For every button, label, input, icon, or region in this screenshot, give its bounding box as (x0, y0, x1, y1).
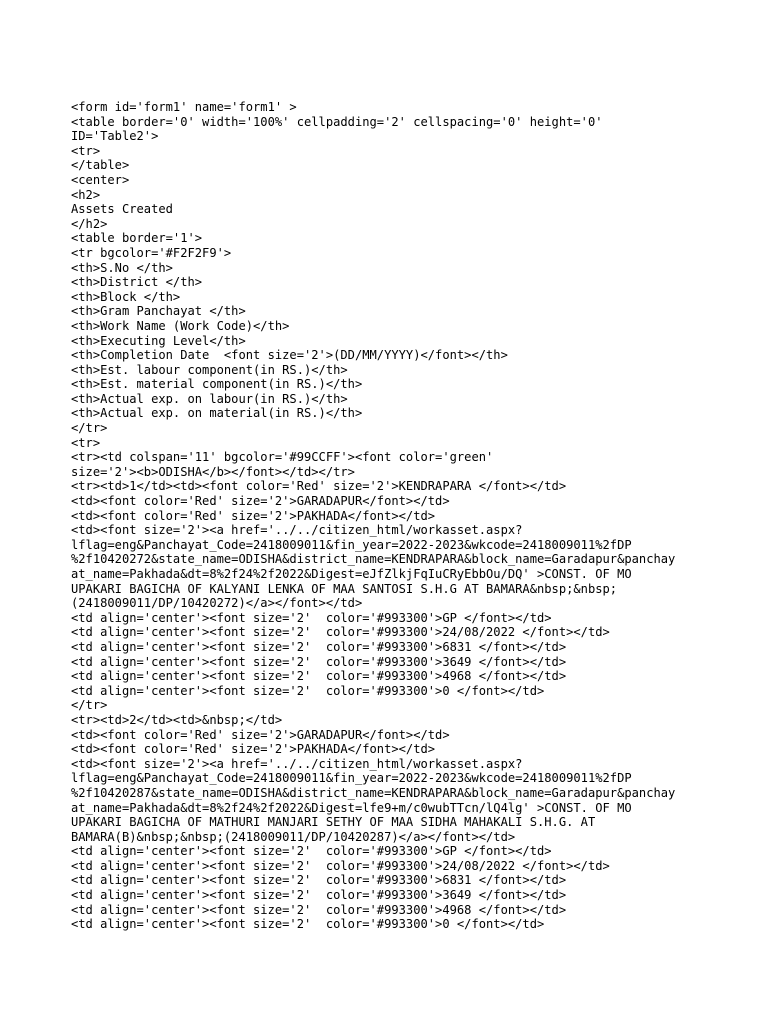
code-line: </table> (71, 158, 130, 173)
code-line: <tr><td colspan='11' bgcolor='#99CCFF'><font color='green' (71, 450, 494, 465)
code-line: </tr> (71, 698, 108, 713)
code-line: <table border='1'> (71, 231, 203, 246)
code-line: <td align='center'><font size='2' color='#993300'>24/08/2022 </font></td> (71, 625, 610, 640)
code-line: <th>District </th> (71, 275, 203, 290)
code-line: <td><font color='Red' size='2'>GARADAPUR</font></td> (71, 494, 450, 509)
code-line: <td align='center'><font size='2' color='#993300'>4968 </font></td> (71, 902, 567, 917)
code-line: <td align='center'><font size='2' color='#993300'>3649 </font></td> (71, 888, 567, 903)
code-line: <th>Actual exp. on labour(in RS.)</th> (71, 391, 348, 406)
code-line: %2f10420287&state_name=ODISHA&district_name=KENDRAPARA&block_name=Garadapur&panchay (71, 785, 676, 800)
code-line: lflag=eng&Panchayat_Code=2418009011&fin_year=2022-2023&wkcode=2418009011%2fDP (71, 537, 632, 552)
code-line: Assets Created (71, 202, 173, 217)
code-line: <td align='center'><font size='2' color='#993300'>6831 </font></td> (71, 639, 567, 654)
code-line: <th>Actual exp. on material(in RS.)</th> (71, 406, 363, 421)
code-line: <td align='center'><font size='2' color='#993300'>4968 </font></td> (71, 669, 567, 684)
code-line: <td align='center'><font size='2' color='#993300'>6831 </font></td> (71, 873, 567, 888)
code-line: <tr><td>1</td><td><font color='Red' size='2'>KENDRAPARA </font></td> (71, 479, 567, 494)
code-line: <td><font size='2'><a href='../../citizen_html/workasset.aspx? (71, 523, 523, 538)
code-line: <th>Work Name (Work Code)</th> (71, 318, 290, 333)
code-line: (2418009011/DP/10420272)</a></font></td> (71, 596, 363, 611)
code-line: lflag=eng&Panchayat_Code=2418009011&fin_year=2022-2023&wkcode=2418009011%2fDP (71, 771, 632, 786)
code-line: <td align='center'><font size='2' color='#993300'>3649 </font></td> (71, 654, 567, 669)
code-line: UPAKARI BAGICHA OF MATHURI MANJARI SETHY OF MAA SIDHA MAHAKALI S.H.G. AT (71, 815, 596, 830)
code-line: <center> (71, 172, 130, 187)
code-line: size='2'><b>ODISHA</b></font></td></tr> (71, 464, 355, 479)
code-line: <td><font color='Red' size='2'>GARADAPUR</font></td> (71, 727, 450, 742)
code-line: <th>Block </th> (71, 289, 181, 304)
code-line: <td align='center'><font size='2' color='#993300'>0 </font></td> (71, 917, 545, 932)
code-line: <tr><td>2</td><td>&nbsp;</td> (71, 712, 283, 727)
code-line: %2f10420272&state_name=ODISHA&district_name=KENDRAPARA&block_name=Garadapur&panchay (71, 552, 676, 567)
code-line: BAMARA(B)&nbsp;&nbsp;(2418009011/DP/10420287)</a></font></td> (71, 829, 516, 844)
source-code-document (71, 100, 711, 932)
code-line: <th>Executing Level</th> (71, 333, 246, 348)
code-line: UPAKARI BAGICHA OF KALYANI LENKA OF MAA SANTOSI S.H.G AT BAMARA&nbsp;&nbsp; (71, 581, 618, 596)
code-line: ID='Table2'> (71, 129, 159, 144)
code-line: <form id='form1' name='form1' > (71, 100, 297, 114)
code-line: <td align='center'><font size='2' color='#993300'>GP </font></td> (71, 610, 552, 625)
code-line: <th>Est. labour component(in RS.)</th> (71, 362, 348, 377)
code-line: </tr> (71, 421, 108, 436)
code-line: <td><font size='2'><a href='../../citizen_html/workasset.aspx? (71, 756, 523, 771)
code-line: <th>Gram Panchayat </th> (71, 304, 246, 319)
code-line: <h2> (71, 187, 101, 202)
code-line: at_name=Pakhada&dt=8%2f24%2f2022&Digest=eJfZlkjFqIuCRyEbbOu/DQ' >CONST. OF MO (71, 567, 632, 581)
code-line: <table border='0' width='100%' cellpadding='2' cellspacing='0' height='0' (71, 114, 603, 129)
code-line: <th>Completion Date <font size='2'>(DD/MM/YYYY)</font></th> (71, 348, 508, 363)
code-line: <tr> (71, 143, 101, 158)
code-line: <td align='center'><font size='2' color='#993300'>0 </font></td> (71, 683, 545, 698)
code-line: <tr> (71, 435, 101, 450)
code-line: at_name=Pakhada&dt=8%2f24%2f2022&Digest=lfe9+m/c0wubTTcn/lQ4lg' >CONST. OF MO (71, 800, 632, 815)
code-line: <td><font color='Red' size='2'>PAKHADA</font></td> (71, 742, 436, 757)
code-line: <td><font color='Red' size='2'>PAKHADA</font></td> (71, 508, 436, 523)
code-line: <th>Est. material component(in RS.)</th> (71, 377, 363, 392)
code-line: <tr bgcolor='#F2F2F9'> (71, 245, 232, 260)
code-line: <td align='center'><font size='2' color='#993300'>GP </font></td> (71, 844, 552, 859)
code-line: </h2> (71, 216, 108, 231)
code-line: <th>S.No </th> (71, 260, 173, 275)
code-line: <td align='center'><font size='2' color='#993300'>24/08/2022 </font></td> (71, 858, 610, 873)
